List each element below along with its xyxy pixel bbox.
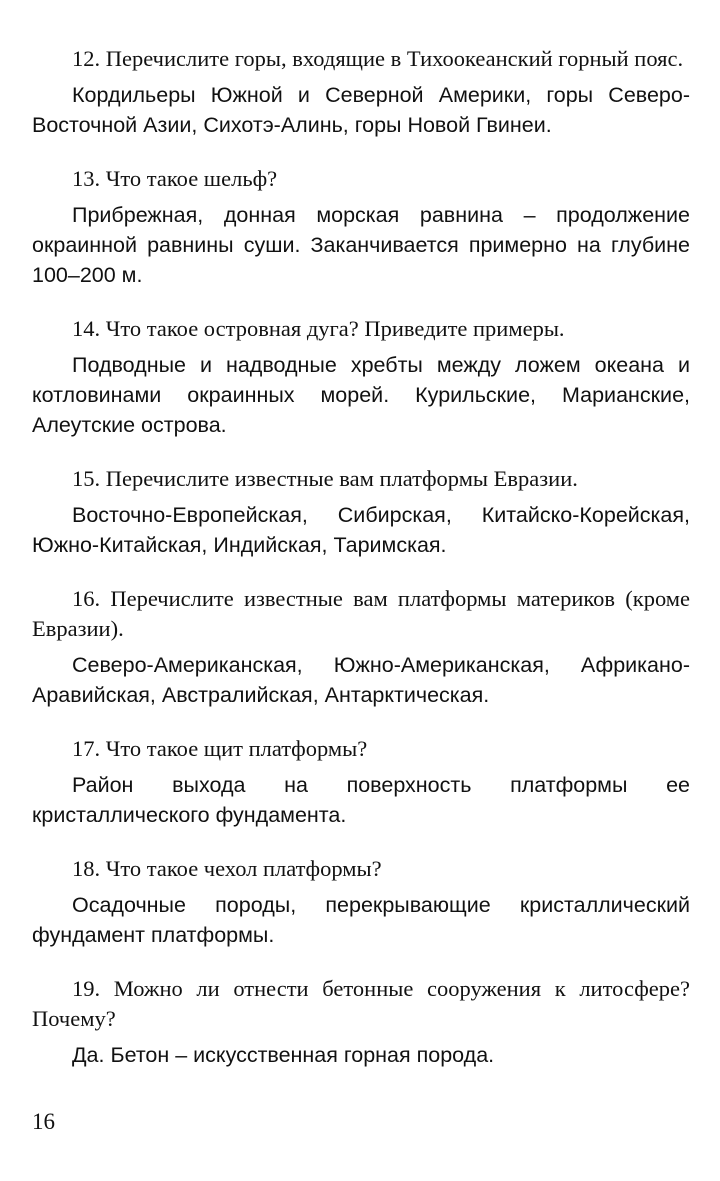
answer-text: Подводные и надводные хребты между ложем океана и котловинами окраинных морей. Курильские, Марианские, Алеутские острова. [32,353,690,437]
answer-text: Да. Бетон – искусственная горная порода. [72,1043,495,1067]
page-number: 16 [32,1109,55,1134]
question-text: 12. Перечислите горы, входящие в Тихоокеанский горный пояс. [72,46,684,71]
answer-text: Северо-Американская, Южно-Американская, Африкано-Аравийская, Австралийская, Антарктическая. [32,653,690,707]
question-text: 17. Что такое щит платформы? [72,736,368,761]
question-text: 16. Перечислите известные вам платформы материков (кроме Евразии). [32,586,690,641]
qa-item-19 [32,974,690,1070]
answer-text: Прибрежная, донная морская равнина – продолжение окраинной равнины суши. Заканчивается примерно на глубине 100–200 м. [32,203,690,287]
qa-item-14 [32,314,690,440]
question-text: 13. Что такое шельф? [72,166,278,191]
question-text: 15. Перечислите известные вам платформы Евразии. [72,466,578,491]
qa-item-15 [32,464,690,560]
answer-text: Восточно-Европейская, Сибирская, Китайско-Корейская, Южно-Китайская, Индийская, Таримская. [32,503,690,557]
qa-item-16 [32,584,690,710]
answer-text: Район выхода на поверхность платформы ее кристаллического фундамента. [32,773,690,827]
qa-item-18 [32,854,690,950]
qa-item-17 [32,734,690,830]
page-content [32,44,690,1070]
question-text: 19. Можно ли отнести бетонные сооружения к литосфере? Почему? [32,976,690,1031]
qa-item-13 [32,164,690,290]
answer-text: Кордильеры Южной и Северной Америки, горы Северо-Восточной Азии, Сихотэ-Алинь, горы Новой Гвинеи. [32,83,690,137]
question-text: 18. Что такое чехол платформы? [72,856,382,881]
question-text: 14. Что такое островная дуга? Приведите примеры. [72,316,565,341]
answer-text: Осадочные породы, перекрывающие кристаллический фундамент платформы. [32,893,690,947]
qa-item-12 [32,44,690,140]
